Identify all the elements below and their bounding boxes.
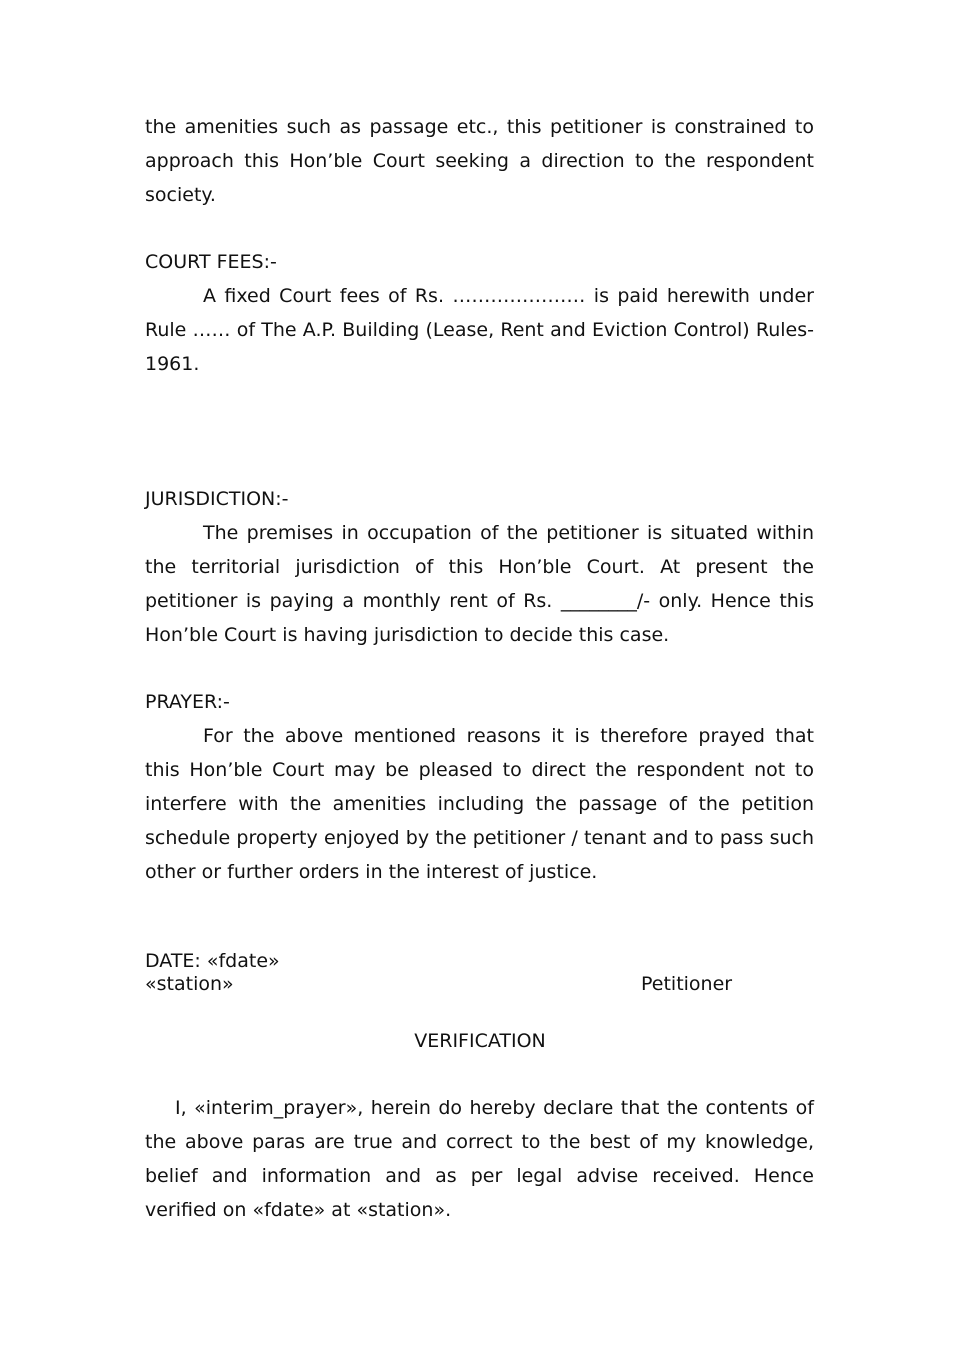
- date-line: DATE: «fdate»: [145, 950, 280, 972]
- court-fees-heading: COURT FEES:-: [145, 251, 277, 273]
- jurisdiction-section: [145, 482, 814, 652]
- petitioner-label: Petitioner: [641, 973, 733, 995]
- jurisdiction-heading: JURISDICTION:-: [145, 488, 289, 510]
- prayer-section: [145, 685, 814, 889]
- prayer-paragraph: For the above mentioned reasons it is therefore prayed that this Hon’ble Court may be pleased to direct the respondent not to interfere with the amenities including the passage of the petition schedule property enjoyed by the petitioner / tenant and to pass such other or further orders in the interest of justice.: [145, 725, 814, 883]
- verification-title: VERIFICATION: [414, 1030, 546, 1052]
- verification-paragraph: I, «interim_prayer», herein do hereby declare that the contents of the above paras are true and correct to the best of my knowledge, belief and information and as per legal advise received. Hence verified on «fdate» at «station».: [145, 1097, 814, 1221]
- court-fees-paragraph: A fixed Court fees of Rs. ………………… is paid herewith under Rule …… of The A.P. Building (Lease, Rent and Eviction Control) Rules-1961.: [145, 285, 814, 375]
- jurisdiction-paragraph: The premises in occupation of the petitioner is situated within the territorial jurisdiction of this Hon’ble Court. At present the petitioner is paying a monthly rent of Rs. ________/- only. Hence this Hon’ble Court is having jurisdiction to decide this case.: [145, 522, 814, 646]
- court-fees-section: [145, 245, 814, 381]
- verification-section: [145, 1091, 814, 1227]
- station-line: «station»: [145, 973, 234, 995]
- intro-section: [145, 110, 814, 212]
- prayer-heading: PRAYER:-: [145, 691, 230, 713]
- intro-paragraph: the amenities such as passage etc., this petitioner is constrained to approach this Hon’ble Court seeking a direction to the respondent society.: [145, 116, 814, 206]
